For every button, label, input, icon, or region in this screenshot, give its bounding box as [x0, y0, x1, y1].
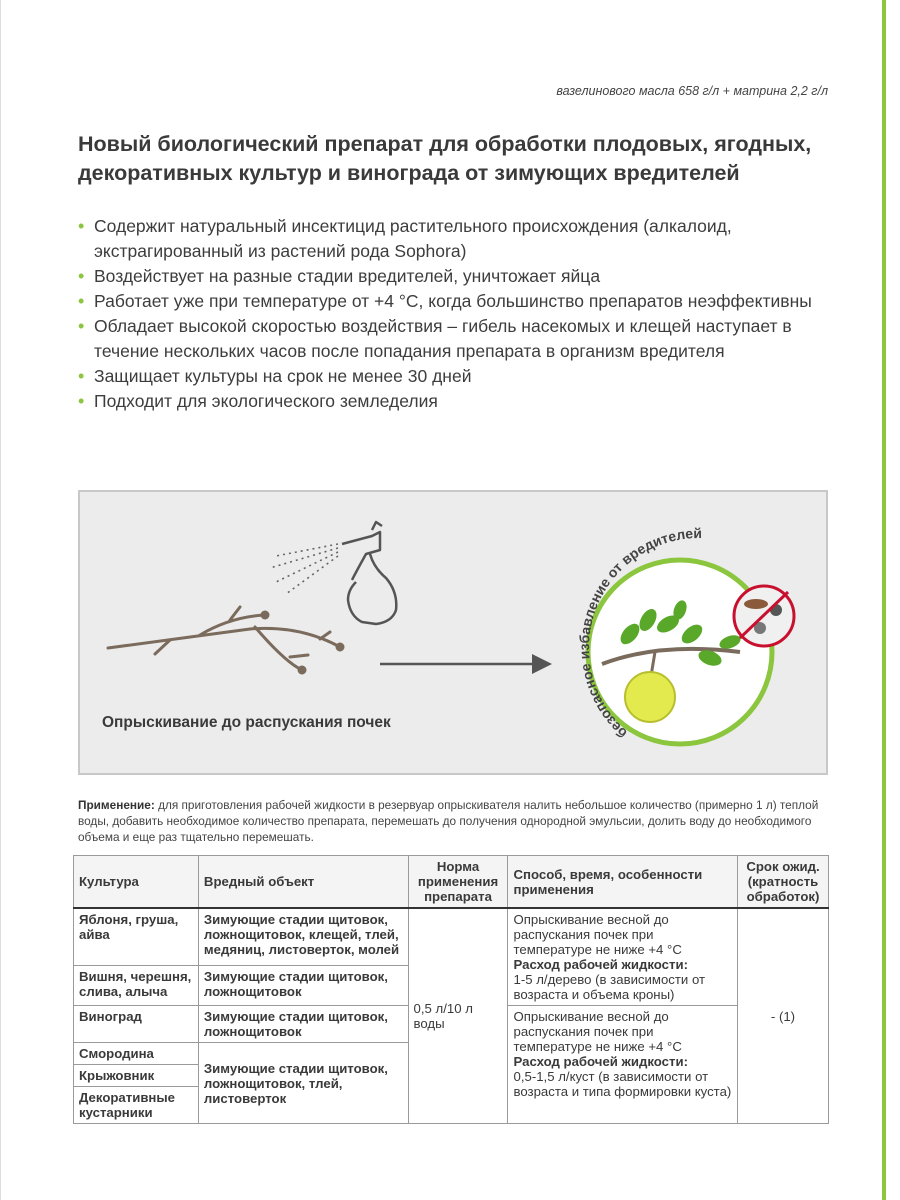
col-term: Срок ожид. (кратность обработок)	[737, 856, 828, 909]
page-headline: Новый биологический препарат для обработки плодовых, ягодных, декоративных культур и винограда от зимующих вредителей	[78, 132, 812, 185]
process-arrow-icon	[380, 654, 552, 674]
method-text: Опрыскивание весной до распускания почек при температуре не ниже +4 °С	[513, 1009, 682, 1054]
usage-instructions	[78, 797, 828, 845]
result-badge	[576, 525, 794, 744]
method-cell-shrubs	[508, 1006, 738, 1124]
benefit-item: • Подходит для экологического земледелия	[78, 389, 838, 414]
benefits-list	[78, 214, 838, 414]
rate-value: 0,5-1,5 л/куст (в зависимости от возраста и типа формировки куста)	[513, 1069, 732, 1099]
usage-text: для приготовления рабочей жидкости в резервуар опрыскивателя налить небольшое количество (примерно 1 л) теплой воды, добавить необходимое количество препарата, перемешать до получения однородной эмульсии, долить воду до необходимого объема и еще раз тщательно перемешать.	[78, 798, 819, 844]
illustration-caption: Опрыскивание до распускания почек	[102, 714, 391, 731]
culture-cell: Яблоня, груша, айва	[74, 908, 199, 965]
culture-cell: Крыжовник	[74, 1065, 199, 1087]
benefit-item: • Защищает культуры на срок не менее 30 дней	[78, 364, 838, 389]
col-norm: Норма применения препарата	[408, 856, 508, 909]
badge-text: безопасное избавление от вредителей	[575, 524, 703, 742]
bare-branch-icon	[108, 607, 343, 673]
benefit-item: • Работает уже при температуре от +4 °С, когда большинство препаратов неэффективны	[78, 289, 838, 314]
treatment-illustration	[78, 490, 828, 775]
col-pest: Вредный объект	[198, 856, 408, 909]
spray-mist-icon	[270, 544, 338, 594]
table-row	[74, 908, 829, 965]
col-method: Способ, время, особенности применения	[508, 856, 738, 909]
composition-line: вазелинового масла 658 г/л + матрина 2,2 г/л	[556, 84, 828, 98]
application-table	[73, 855, 829, 1124]
method-text: Опрыскивание весной до распускания почек при температуре не ниже +4 °С	[513, 912, 682, 957]
culture-cell: Декоративные кустарники	[74, 1087, 199, 1124]
pest-cell: Зимующие стадии щитовок, ложнощитовок	[198, 1006, 408, 1043]
table-header-row	[74, 856, 829, 909]
col-culture: Культура	[74, 856, 199, 909]
pest-cell: Зимующие стадии щитовок, ложнощитовок, клещей, тлей, медяниц, листоверток, молей	[198, 908, 408, 965]
rate-label: Расход рабочей жидкости:	[513, 1054, 688, 1069]
term-cell: - (1)	[737, 908, 828, 1124]
benefit-item: • Содержит натуральный инсектицид растительного происхождения (алкалоид, экстрагированный из растений рода Sophora)	[78, 214, 838, 264]
rate-value: 1-5 л/дерево (в зависимости от возраста и объема кроны)	[513, 972, 706, 1002]
pests-icon	[734, 586, 794, 646]
norm-cell: 0,5 л/10 л воды	[408, 908, 508, 1124]
spray-bottle-icon	[342, 522, 396, 624]
culture-cell: Смородина	[74, 1043, 199, 1065]
rate-label: Расход рабочей жидкости:	[513, 957, 688, 972]
culture-cell: Виноград	[74, 1006, 199, 1043]
benefit-item: • Воздействует на разные стадии вредителей, уничтожает яйца	[78, 264, 838, 289]
culture-cell: Вишня, черешня, слива, алыча	[74, 965, 199, 1005]
usage-label: Применение:	[78, 798, 155, 812]
method-cell-trees	[508, 908, 738, 1006]
pest-cell: Зимующие стадии щитовок, ложнощитовок, тлей, листоверток	[198, 1043, 408, 1124]
pest-cell: Зимующие стадии щитовок, ложнощитовок	[198, 965, 408, 1005]
benefit-item: • Обладает высокой скоростью воздействия – гибель насекомых и клещей наступает в течение нескольких часов после попадания препарата в организм вредителя	[78, 314, 838, 364]
